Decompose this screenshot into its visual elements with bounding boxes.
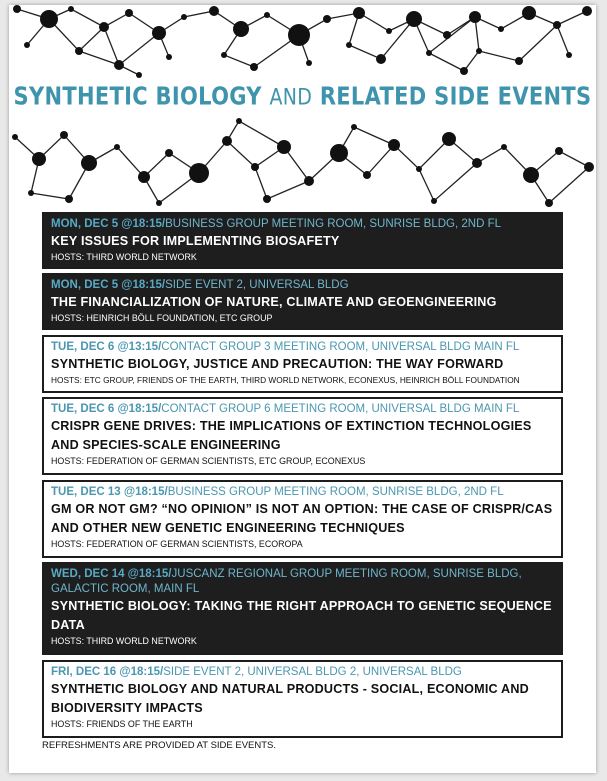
event-location: SIDE EVENT 2, UNIVERSAL BLDG: [165, 279, 349, 291]
event-title: SYNTHETIC BIOLOGY AND NATURAL PRODUCTS - SOCIAL, ECONOMIC AND BIODIVERSITY IMPACTS: [51, 682, 529, 715]
event-day: TUE, DEC 13 @18:15/: [51, 486, 168, 498]
event-hosts: HOSTS: FRIENDS OF THE EARTH: [51, 719, 193, 729]
event-card: [42, 480, 563, 558]
title-and: AND: [269, 84, 313, 111]
event-day: MON, DEC 5 @18:15/: [51, 218, 166, 230]
event-title: GM OR NOT GM? “NO OPINION” IS NOT AN OPTION: THE CASE OF CRISPR/CAS AND OTHER NEW GENETIC ENGINEERING TECHNIQUES: [51, 502, 553, 535]
event-meta: [51, 340, 554, 355]
event-hosts: HOSTS: FEDERATION OF GERMAN SCIENTISTS, ETC GROUP, ECONEXUS: [51, 456, 366, 466]
event-card: [42, 335, 563, 393]
event-location: BUSINESS GROUP MEETING ROOM, SUNRISE BLDG, 2ND FL: [165, 218, 502, 230]
event-meta: [51, 485, 554, 500]
event-title: SYNTHETIC BIOLOGY, JUSTICE AND PRECAUTION: THE WAY FORWARD: [51, 357, 504, 371]
event-day: MON, DEC 5 @18:15/: [51, 279, 166, 291]
event-day: FRI, DEC 16 @18:15/: [51, 666, 164, 678]
molecule-network-bottom: [9, 117, 596, 209]
event-location: SIDE EVENT 2, UNIVERSAL BLDG 2, UNIVERSAL BLDG: [163, 666, 462, 678]
event-card: [42, 212, 563, 269]
event-title: SYNTHETIC BIOLOGY: TAKING THE RIGHT APPROACH TO GENETIC SEQUENCE DATA: [51, 599, 552, 632]
event-location: CONTACT GROUP 6 MEETING ROOM, UNIVERSAL BLDG MAIN FL: [161, 403, 520, 415]
event-card: [42, 562, 563, 655]
event-day: WED, DEC 14 @18:15/: [51, 568, 172, 580]
event-location: CONTACT GROUP 3 MEETING ROOM, UNIVERSAL BLDG MAIN FL: [161, 341, 520, 353]
event-card: [42, 397, 563, 475]
footer-note: REFRESHMENTS ARE PROVIDED AT SIDE EVENTS.: [42, 740, 277, 751]
event-day: TUE, DEC 6 @18:15/: [51, 403, 162, 415]
event-location: BUSINESS GROUP MEETING ROOM, SUNRISE BLDG, 2ND FL: [167, 486, 504, 498]
event-location: JUSCANZ REGIONAL GROUP MEETING ROOM, SUNRISE BLDG, GALACTIC ROOM, MAIN FL: [51, 568, 522, 595]
flyer-page: [9, 5, 596, 773]
event-hosts: HOSTS: THIRD WORLD NETWORK: [51, 636, 197, 646]
event-meta: [51, 567, 554, 597]
title-part2: RELATED SIDE EVENTS: [319, 81, 592, 111]
event-hosts: HOSTS: ETC GROUP, FRIENDS OF THE EARTH, THIRD WORLD NETWORK, ECONEXUS, HEINRICH BÖLL FOUNDATION: [51, 375, 520, 385]
event-meta: [51, 665, 554, 680]
page-title: [9, 82, 596, 110]
event-hosts: HOSTS: FEDERATION OF GERMAN SCIENTISTS, ECOROPA: [51, 539, 303, 549]
event-hosts: HOSTS: THIRD WORLD NETWORK: [51, 252, 197, 262]
event-title: CRISPR GENE DRIVES: THE IMPLICATIONS OF EXTINCTION TECHNOLOGIES AND SPECIES-SCALE ENGINEERING: [51, 419, 532, 452]
molecule-network-top: [9, 5, 596, 83]
title-part1: SYNTHETIC BIOLOGY: [13, 81, 262, 111]
event-meta: [51, 217, 554, 232]
event-meta: [51, 278, 554, 293]
event-meta: [51, 402, 554, 417]
event-title: KEY ISSUES FOR IMPLEMENTING BIOSAFETY: [51, 234, 340, 248]
event-card: [42, 273, 563, 330]
event-day: TUE, DEC 6 @13:15/: [51, 341, 162, 353]
event-hosts: HOSTS: HEINRICH BÖLL FOUNDATION, ETC GROUP: [51, 313, 273, 323]
event-title: THE FINANCIALIZATION OF NATURE, CLIMATE AND GEOENGINEERING: [51, 295, 497, 309]
event-card: [42, 660, 563, 738]
